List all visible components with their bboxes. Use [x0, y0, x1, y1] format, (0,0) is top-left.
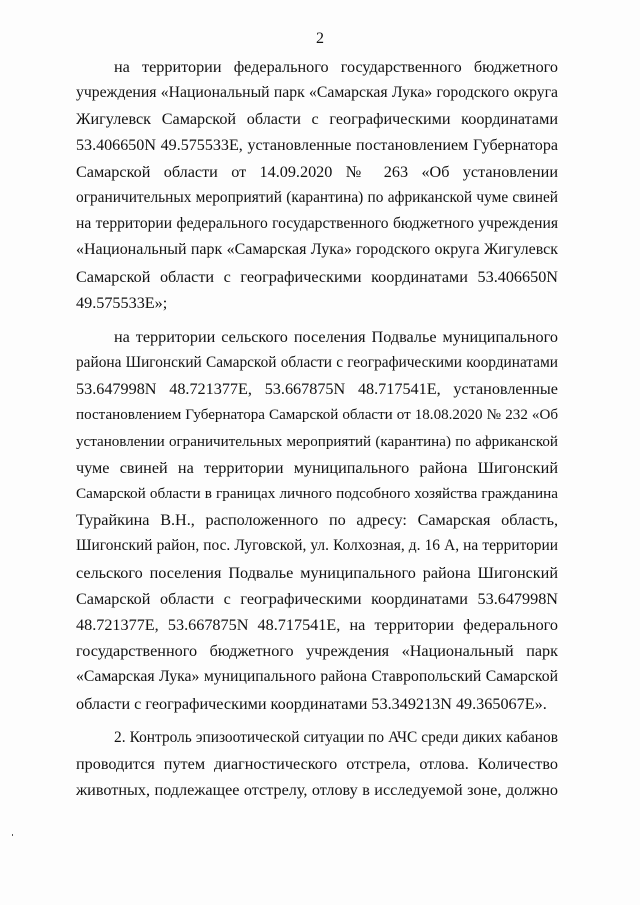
text-line: Самарской области с географическими координатами 53.406650N [76, 267, 558, 286]
text-line: «Национальный парк «Самарская Лука» городского округа Жигулевск [76, 241, 558, 259]
scan-speck [12, 834, 13, 836]
text-line: проводится путем диагностического отстрела, отлова. Количество [76, 754, 558, 773]
text-line: сельского поселения Подвалье муниципального района Шигонский [76, 563, 558, 582]
text-line: области с географическими координатами 53.349213N 49.365067E». [76, 694, 547, 713]
document-body [76, 54, 558, 803]
text-line: на территории федерального государственного бюджетного [114, 58, 558, 76]
text-line: Шигонский район, пос. Луговской, ул. Колхозная, д. 16 А, на территории [76, 537, 558, 555]
text-line: чуме свиней на территории муниципального района Шигонский [76, 458, 558, 477]
text-line: ограничительных мероприятий (карантина) по африканской чуме свиней [76, 188, 558, 206]
text-line: 53.406650N 49.575533E, установленные постановлением Губернатора [76, 136, 558, 154]
text-line: Жигулевск Самарской области с географическими координатами [76, 110, 558, 129]
text-line: установлении ограничительных мероприятий (карантина) по африканской [76, 433, 558, 450]
text-line: Самарской области от 14.09.2020 № 263 «Об установлении [76, 162, 558, 181]
text-line: Турайкина В.Н., расположенного по адресу: Самарская область, [76, 511, 558, 530]
text-line: 49.575533E»; [76, 293, 168, 312]
text-line: Самарской области в границах личного подсобного хозяйства гражданина [76, 485, 558, 502]
text-line: района Шигонский Самарской области с географическими координатами [76, 354, 558, 372]
text-line: постановлением Губернатора Самарской области от 18.08.2020 № 232 «Об [76, 407, 558, 424]
text-line: 48.721377E, 53.667875N 48.717541E, на территории федерального [76, 615, 558, 634]
paragraph-2 [76, 324, 558, 717]
text-line: 53.647998N 48.721377E, 53.667875N 48.717541E, установленные [76, 380, 558, 399]
text-line: на территории сельского поселения Подвалье муниципального [114, 327, 558, 346]
text-line: государственного бюджетного учреждения «Национальный парк [76, 642, 558, 661]
text-line: на территории федерального государственного бюджетного учреждения [76, 215, 558, 233]
text-line: 2. Контроль эпизоотической ситуации по АЧС среди диких кабанов [114, 728, 558, 746]
paragraph-1 [76, 54, 558, 316]
text-line: животных, подлежащее отстрелу, отлову в исследуемой зоне, должно [76, 781, 558, 800]
paragraph-3 [76, 725, 558, 804]
page-number: 2 [316, 30, 324, 47]
text-line: учреждения «Национальный парк «Самарская Лука» городского округа [76, 84, 558, 102]
text-line: «Самарская Лука» муниципального района Ставропольский Самарской [76, 668, 558, 686]
text-line: Самарской области с географическими координатами 53.647998N [76, 589, 558, 608]
